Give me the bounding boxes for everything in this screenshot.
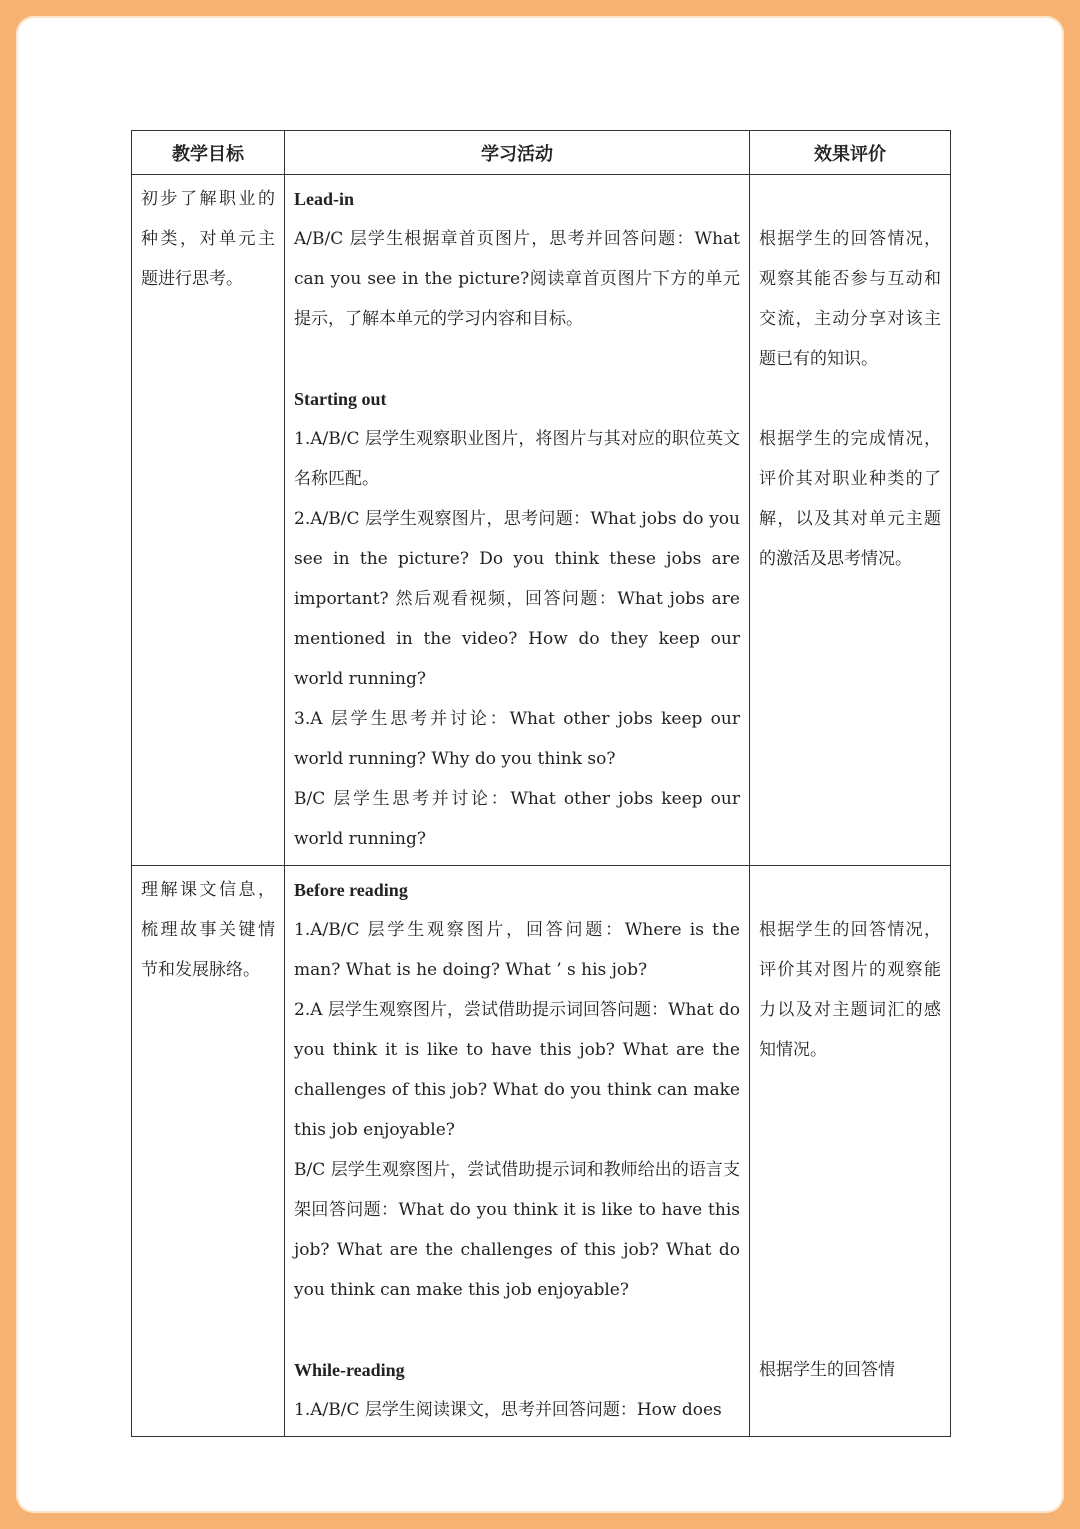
evaluation-text-2: 根据学生的回答情	[759, 1360, 895, 1380]
before-reading-item-2a: 2.A 层学生观察图片，尝试借助提示词回答问题：What do you think it is like to have this job? What are the challenges of this job? What do you think can make this job enjoyable?	[294, 1000, 740, 1140]
section-title-while-reading: While-reading	[294, 1360, 405, 1380]
before-reading-item-1: 1.A/B/C 层学生观察图片，回答问题：Where is the man? What is he doing? What ’ s his job?	[294, 920, 740, 980]
lesson-plan-table	[131, 130, 951, 1437]
starting-out-item-3bc: B/C 层学生思考并讨论：What other jobs keep our world running?	[294, 789, 740, 849]
goal-cell	[132, 866, 285, 1437]
section-title-leadin: Lead-in	[294, 189, 355, 209]
evaluation-text-2: 根据学生的完成情况，评价其对职业种类的了解，以及其对单元主题的激活及思考情况。	[759, 429, 941, 569]
goal-text: 理解课文信息，梳理故事关键情节和发展脉络。	[141, 880, 275, 980]
goal-cell	[132, 175, 285, 866]
header-learning-activity: 学习活动	[285, 131, 750, 175]
evaluation-text-1: 根据学生的回答情况，评价其对图片的观察能力以及对主题词汇的感知情况。	[759, 920, 941, 1060]
starting-out-item-2: 2.A/B/C 层学生观察图片，思考问题：What jobs do you see in the picture? Do you think these jobs are important? 然后观看视频，回答问题：What jobs are mentioned in the video? How do they keep our world running?	[294, 509, 740, 689]
goal-text: 初步了解职业的种类，对单元主题进行思考。	[141, 189, 275, 289]
activity-cell	[285, 866, 750, 1437]
while-reading-item-1: 1.A/B/C 层学生阅读课文，思考并回答问题：How does	[294, 1400, 722, 1420]
evaluation-cell	[750, 175, 951, 866]
evaluation-text-1: 根据学生的回答情况，观察其能否参与互动和交流，主动分享对该主题已有的知识。	[759, 229, 941, 369]
starting-out-item-3a: 3.A 层学生思考并讨论：What other jobs keep our world running? Why do you think so?	[294, 709, 740, 769]
header-teaching-goal: 教学目标	[132, 131, 285, 175]
document-page	[16, 16, 1064, 1513]
before-reading-item-2bc: B/C 层学生观察图片，尝试借助提示词和教师给出的语言支架回答问题：What do you think it is like to have this job? What are the challenges of this job? What do you think can make this job enjoyable?	[294, 1160, 740, 1300]
table-row	[132, 175, 951, 866]
activity-cell	[285, 175, 750, 866]
section-title-before-reading: Before reading	[294, 880, 408, 900]
header-evaluation: 效果评价	[750, 131, 951, 175]
table-row	[132, 866, 951, 1437]
starting-out-item-1: 1.A/B/C 层学生观察职业图片，将图片与其对应的职位英文名称匹配。	[294, 429, 740, 489]
evaluation-cell	[750, 866, 951, 1437]
table-header-row	[132, 131, 951, 175]
section-title-starting-out: Starting out	[294, 389, 387, 409]
leadin-text: A/B/C 层学生根据章首页图片，思考并回答问题：What can you see in the picture?阅读章首页图片下方的单元提示，了解本单元的学习内容和目标。	[294, 229, 740, 329]
